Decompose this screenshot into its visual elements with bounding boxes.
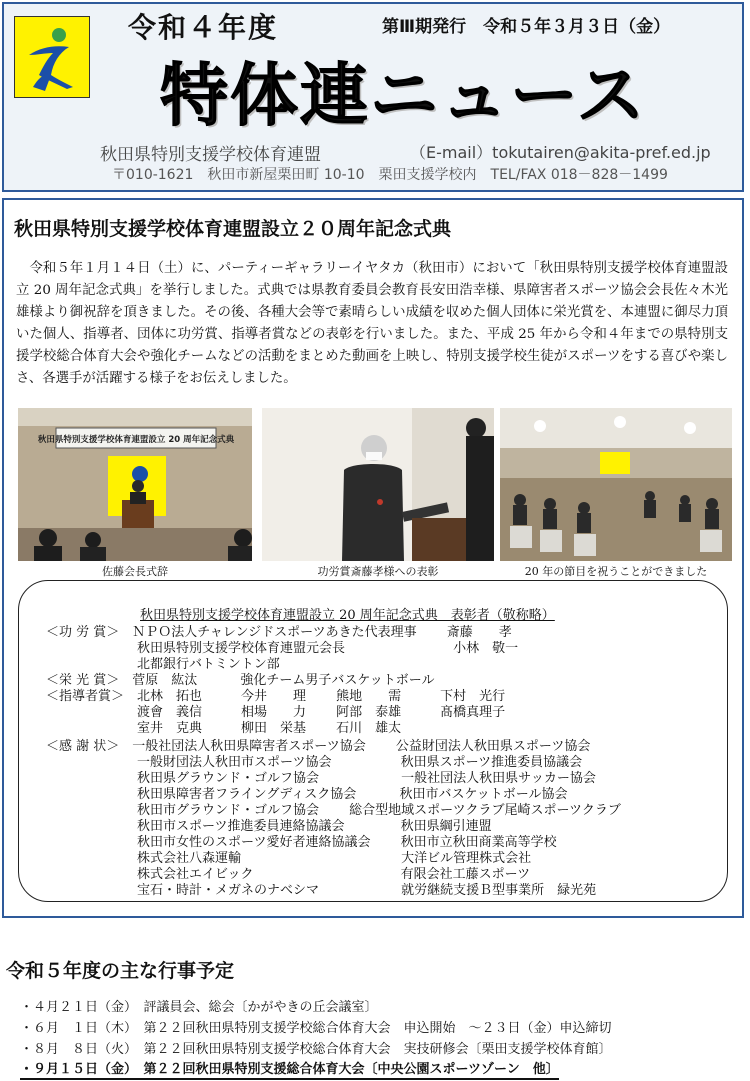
- award-line: 秋田市女性のスポーツ愛好者連絡協議会 秋田市立秋田商業高等学校: [46, 835, 557, 850]
- ceremony-banner-text: 秋田県特別支援学校体育連盟設立 20 周年記念式典: [37, 435, 235, 445]
- award-line: 秋田市スポーツ推進委員連絡協議会 秋田県綱引連盟: [46, 819, 492, 834]
- award-line: ＜指導者賞＞ 北林 拓也 今井 理 熊地 需 下村 光行: [46, 689, 506, 704]
- event-item-highlight: ・９月１５日（金） 第２２回秋田県特別支援総合体育大会〔中央公園スポーツゾーン 他〕: [20, 1058, 559, 1080]
- article-body: 令和５年１月１４日（土）に、パーティーギャラリーイヤタカ（秋田市）において「秋田県特別支援学校体育連盟設立 20 周年記念式典」を挙行しました。式典では県教育委員会教育長安田浩幸様、県障害者スポーツ協会会長佐々木光雄様より御祝辞を頂きました。その後、各種大会等で素晴らしい成績を収めた個人団体に栄光賞を、本連盟に御尽力頂いた個人、指導者、団体に功労賞、指導者賞などの表彰を行いました。また、平成 25 年から令和４年までの県特別支援学校総合体育大会や強化チームなどの活動をまとめた動画を上映し、特別支援学校生徒がスポーツをする喜びや楽しさ、各選手が活躍する様子をお伝えしました。: [16, 261, 728, 386]
- award-line: 秋田県グラウンド・ゴルフ協会 一般社団法人秋田県サッカー協会: [46, 771, 596, 786]
- caption-celebration: 20 年の節目を祝うことができました: [524, 565, 708, 578]
- award-line: 渡會 義信 相場 力 阿部 泰雄 髙橋真理子: [46, 705, 506, 720]
- photo-award-presentation: [262, 408, 494, 561]
- award-line: 一般財団法人秋田市スポーツ協会 秋田県スポーツ推進委員協議会: [46, 755, 583, 770]
- award-line: 株式会社エイビック 有限会社工藤スポーツ: [46, 867, 531, 882]
- award-line: 宝石・時計・メガネのナベシマ 就労継続支援Ｂ型事業所 緑光苑: [46, 883, 597, 898]
- award-line: ＜感 謝 状＞ 一般社団法人秋田県障害者スポーツ協会 公益財団法人秋田県スポーツ協会: [46, 739, 591, 754]
- event-item: ・４月２１日（金） 評議員会、総会〔かがやきの丘会議室〕: [20, 1000, 378, 1015]
- award-line: 株式会社八森運輸 大洋ビル管理株式会社: [46, 851, 532, 866]
- postal-address: 〒010-1621 秋田市新屋栗田町 10-10 栗田支援学校内 TEL/FAX 018－828－1499: [112, 167, 668, 183]
- award-line: 秋田県特別支援学校体育連盟元会長 小林 敬一: [46, 641, 519, 656]
- fiscal-year: 令和４年度: [128, 11, 279, 44]
- federation-logo: [14, 16, 90, 98]
- award-line: 北都銀行バトミントン部: [46, 657, 280, 672]
- photo-chairman-speech: [18, 408, 252, 561]
- email-address: （E-mail）tokutairen@akita-pref.ed.jp: [410, 143, 711, 162]
- award-line: 秋田県障害者フライングディスク協会 秋田市バスケットボール協会: [46, 787, 568, 802]
- caption-award-presentation: 功労賞斎藤孝様への表彰: [317, 565, 439, 578]
- events-title: 令和５年度の主な行事予定: [6, 960, 235, 982]
- newsletter-title: 特体連ニュース: [160, 57, 647, 136]
- caption-chairman-speech: 佐藤会長式辞: [102, 565, 168, 578]
- award-line: 秋田市グラウンド・ゴルフ協会 総合型地域スポーツクラブ尾崎スポーツクラブ: [46, 803, 621, 818]
- event-item: ・６月 １日（木） 第２２回秋田県特別支援学校総合体育大会 申込開始 ～２３日（金）申込締切: [20, 1021, 612, 1036]
- award-line: 室井 克典 柳田 栄基 石川 雄太: [46, 721, 402, 736]
- photo-celebration-hall: [500, 408, 732, 561]
- award-line: ＜栄 光 賞＞ 菅原 紘汰 強化チーム男子バスケットボール: [46, 673, 435, 688]
- article-title: 秋田県特別支援学校体育連盟設立２０周年記念式典: [14, 218, 452, 240]
- issue-date: 第Ⅲ期発行 令和５年３月３日（金）: [382, 17, 671, 37]
- awards-title: 秋田県特別支援学校体育連盟設立 20 周年記念式典 表彰者（敬称略）: [140, 608, 555, 623]
- organization-name: 秋田県特別支援学校体育連盟: [100, 145, 321, 165]
- event-item: ・８月 ８日（火） 第２２回秋田県特別支援学校総合体育大会 実技研修会〔栗田支援学校体育館〕: [20, 1042, 612, 1057]
- award-line: ＜功 労 賞＞ ＮＰＯ法人チャレンジドスポーツあきた代表理事 斎藤 孝: [46, 625, 512, 640]
